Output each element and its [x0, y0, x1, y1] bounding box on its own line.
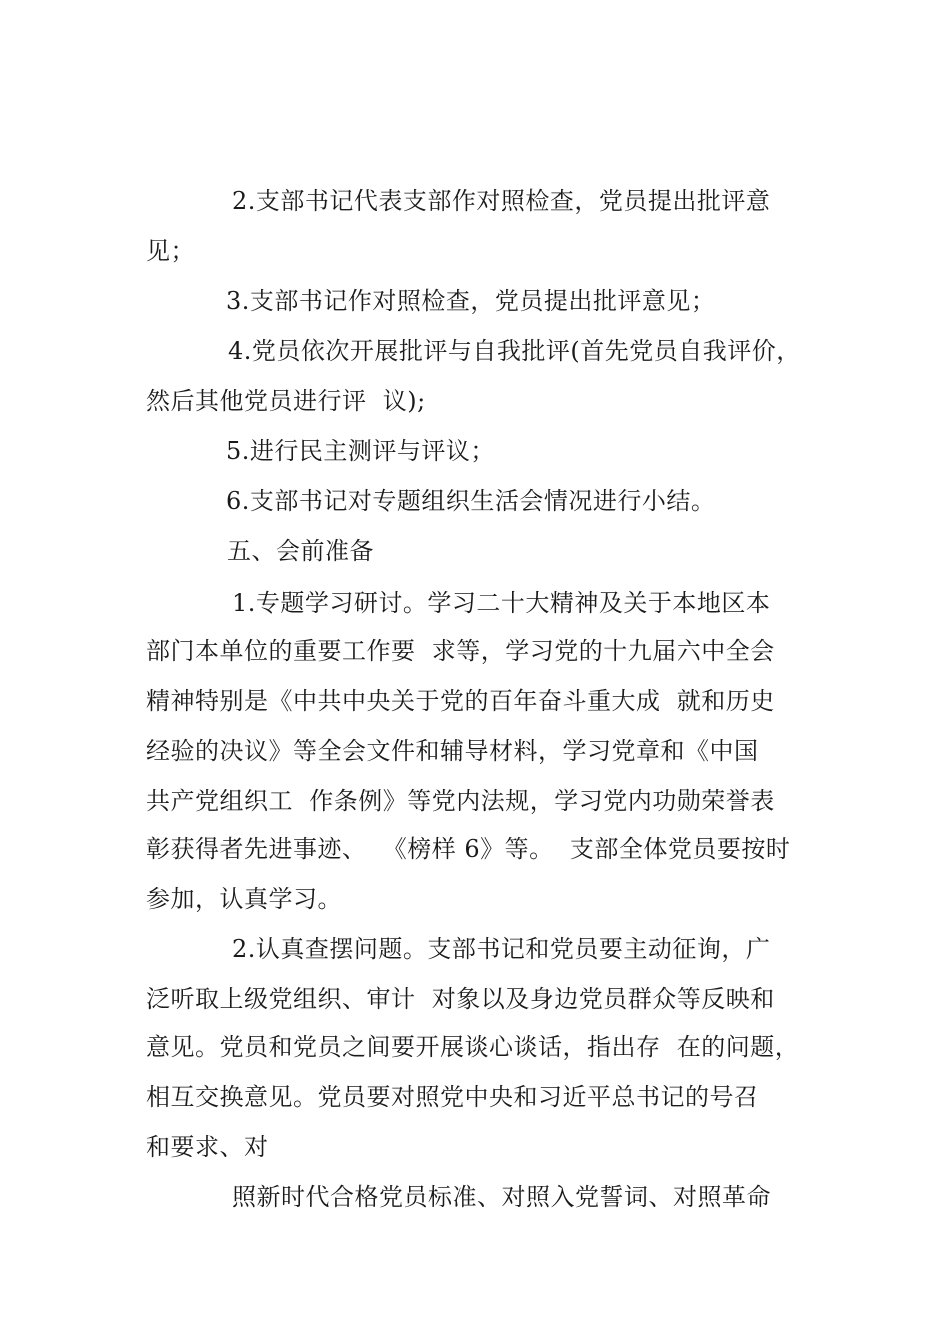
text-line: 照新时代合格党员标准、对照入党誓词、对照革命: [232, 1183, 771, 1211]
text-line: 共产党组织工 作条例》等党内法规，学习党内功勋荣誉表: [146, 787, 775, 815]
text-line: 和要求、对: [146, 1133, 269, 1161]
text-line: 2.认真查摆问题。支部书记和党员要主动征询，广: [232, 935, 771, 963]
text-line: 3.支部书记作对照检查，党员提出批评意见；: [226, 287, 716, 315]
text-line: 6.支部书记对专题组织生活会情况进行小结。: [226, 487, 716, 515]
text-line: 相互交换意见。党员要对照党中央和习近平总书记的号召: [146, 1083, 759, 1111]
text-line: 意见。党员和党员之间要开展谈心谈话，指出存 在的问题，: [146, 1033, 800, 1061]
text-line: 泛听取上级党组织、审计 对象以及身边党员群众等反映和: [146, 985, 775, 1013]
text-line: 然后其他党员进行评 议);: [146, 387, 426, 415]
text-line: 5.进行民主测评与评议；: [226, 437, 495, 465]
text-line: 精神特别是《中共中央关于党的百年奋斗重大成 就和历史: [146, 687, 775, 715]
text-line: 见；: [146, 237, 195, 265]
text-line: 部门本单位的重要工作要 求等，学习党的十九届六中全会: [146, 637, 775, 665]
section-heading: 五、会前准备: [227, 537, 374, 565]
text-line: 参加，认真学习。: [146, 885, 342, 913]
text-line: 2.支部书记代表支部作对照检查，党员提出批评意: [232, 187, 771, 215]
text-line: 1.专题学习研讨。学习二十大精神及关于本地区本: [232, 589, 771, 617]
text-line: 4.党员依次开展批评与自我批评(首先党员自我评价，: [228, 337, 801, 365]
text-line: 经验的决议》等全会文件和辅导材料，学习党章和《中国: [146, 737, 759, 765]
text-line: 彰获得者先进事迹、 《榜样 6》等。 支部全体党员要按时: [146, 835, 791, 863]
